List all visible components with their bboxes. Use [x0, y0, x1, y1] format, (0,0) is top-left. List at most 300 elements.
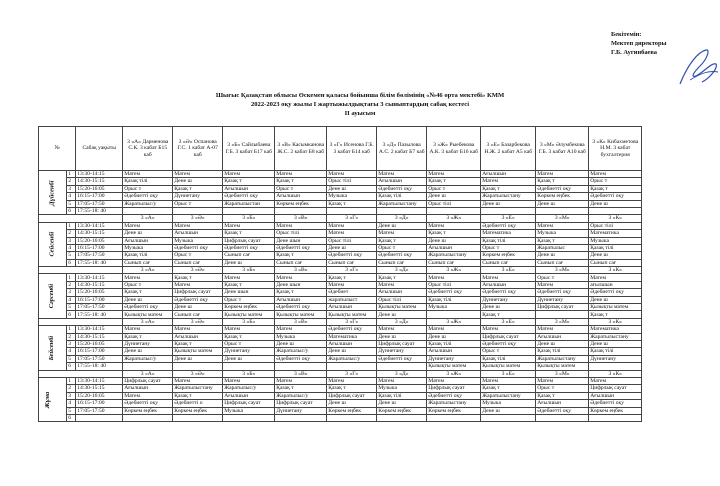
subject-cell: Әдебиетті оқу [481, 289, 536, 296]
class-label: 3 «Ә» [173, 318, 223, 325]
class-label: 3 «А» [123, 318, 173, 325]
subject-cell: Дене ш [327, 348, 377, 355]
subject-cell: Әдебиетті оқу [327, 326, 377, 333]
subject-cell: Сынып сағ [327, 259, 377, 266]
header-line-3: ІІ ауысым [344, 110, 376, 117]
subject-cell: Көркем еңбек [536, 193, 589, 200]
class-label: 3 «М» [536, 215, 589, 222]
lesson-number: 6 [67, 311, 76, 318]
table-row [39, 333, 642, 340]
lesson-number: 5 [67, 200, 76, 207]
subject-cell: Орыс тілі [589, 222, 642, 229]
subject-cell: Қазақ т [327, 385, 377, 392]
subject-cell: Әдебиетті оқу [377, 355, 427, 362]
subject-cell: Орыс тілі [327, 178, 377, 185]
subject-cell: Дене ш [589, 340, 642, 347]
subject-cell: Қазақ т [327, 274, 377, 281]
subject-cell: Дене ш [123, 348, 173, 355]
lesson-time: 13:30-14:15 [76, 326, 123, 333]
day-name: Бейсенбі [48, 335, 56, 361]
subject-cell: Қызықты матем [123, 311, 173, 318]
lesson-number: 4 [67, 400, 76, 407]
subject-cell [481, 207, 536, 214]
subject-cell: Дене ш [275, 340, 327, 347]
subject-cell: Орыс т [223, 296, 275, 303]
subject-cell: Қазақ т [536, 392, 589, 399]
lesson-number: 1 [67, 326, 76, 333]
subject-cell: Дүниетану [536, 296, 589, 303]
subject-cell: Әдебиетті оқу [427, 392, 481, 399]
class-label: 3 «Ж» [427, 370, 481, 377]
lesson-number: 1 [67, 274, 76, 281]
col-header-time: Сабақ уақыты [76, 127, 123, 171]
table-row [39, 259, 642, 266]
subject-cell: Ағылшын [123, 385, 173, 392]
subject-cell [173, 363, 223, 370]
subject-cell: Матем [223, 377, 275, 384]
subject-cell: Матем [589, 377, 642, 384]
subject-cell: Қызықты матем [589, 304, 642, 311]
subject-cell: Орыс т [123, 185, 173, 192]
subject-cell: Матем [275, 326, 327, 333]
subject-cell: Көркем еңбек [327, 407, 377, 414]
subject-cell: Цифрлық сауат [223, 237, 275, 244]
class-label: 3 «А» [123, 215, 173, 222]
class-label: 3 «А» [123, 267, 173, 274]
lesson-time: 17:05-17:50 [76, 200, 123, 207]
subject-cell: Сынып сағ [427, 259, 481, 266]
subject-cell: Дене ш [327, 400, 377, 407]
table-row [39, 304, 642, 311]
subject-cell: Қызықты матем [223, 311, 275, 318]
subject-cell: Дене ш [123, 296, 173, 303]
lesson-number: 2 [67, 281, 76, 288]
subject-cell: Қазақ тілі [589, 348, 642, 355]
table-row [39, 274, 642, 281]
day-name: Жұма [44, 391, 52, 408]
class-label: 3 «Г» [327, 215, 377, 222]
subject-cell: Қазақ т [275, 289, 327, 296]
table-row [39, 311, 642, 318]
subject-cell: Әдебиетті оқу [223, 244, 275, 251]
class-label: 3 «К» [589, 318, 642, 325]
subject-cell: Қазақ тілі [589, 244, 642, 251]
subject-cell: Матем [589, 274, 642, 281]
table-row [39, 340, 642, 347]
subject-cell [327, 207, 377, 214]
class-label: 3 «Ж» [427, 267, 481, 274]
class-label: 3 «Б» [223, 267, 275, 274]
lesson-time: 14:30-15:15 [76, 333, 123, 340]
lesson-time [76, 414, 123, 421]
subject-cell: Цифрлық сауат [377, 340, 427, 347]
subject-cell: Орыс тілі [377, 296, 427, 303]
subject-cell: Жаратылыс/у [123, 200, 173, 207]
table-row [39, 385, 642, 392]
subject-cell: Цифрлық сауат [123, 377, 173, 384]
subject-cell: Дүниетану [377, 348, 427, 355]
header-line-2: 2022-2023 оқу жылы І жартыжылдықтағы 3 сыныптардың сабақ кестесі [250, 101, 470, 108]
subject-cell: Дене шын [275, 281, 327, 288]
subject-cell: Матем [377, 171, 427, 178]
subject-cell: Дүниетану [173, 193, 223, 200]
day-name: Сәрсенбі [48, 283, 56, 309]
subject-cell: Ағылшын [481, 171, 536, 178]
subject-cell: жаратылыст [327, 296, 377, 303]
subject-cell: Әдебиетті о [173, 400, 223, 407]
table-header-row [39, 127, 642, 171]
class-label: 3 «Б» [223, 370, 275, 377]
subject-cell: Жаратылыстану [427, 400, 481, 407]
subject-cell: Әдебиетті оқу [123, 193, 173, 200]
col-header-number: № [39, 127, 76, 171]
subject-cell: Дене ш [377, 333, 427, 340]
lesson-number: 4 [67, 348, 76, 355]
subject-cell: Музыка [589, 237, 642, 244]
subject-cell: Әдебиетті оқу [536, 289, 589, 296]
table-row [39, 377, 642, 384]
class-label: 3 «Е» [481, 215, 536, 222]
subject-cell: Қазақ тілі [427, 296, 481, 303]
subject-cell: Сынып сағ [536, 259, 589, 266]
subject-cell: Ағылшын [275, 193, 327, 200]
subject-cell: Музыка [223, 407, 275, 414]
class-label-spacer [39, 267, 123, 274]
lesson-number: 4 [67, 296, 76, 303]
lesson-time: 17:05-17:50 [76, 252, 123, 259]
subject-cell: Матем [173, 326, 223, 333]
class-label: 3 «Ж» [427, 318, 481, 325]
subject-cell: Орыс т [536, 385, 589, 392]
subject-cell: Матем [123, 171, 173, 178]
table-row [39, 414, 642, 421]
subject-cell: Матем [377, 377, 427, 384]
subject-cell: Қазақ т [223, 333, 275, 340]
subject-cell [327, 414, 377, 421]
subject-cell: Ағылшын [173, 230, 223, 237]
subject-cell: Көркем еңбек [589, 407, 642, 414]
subject-cell: Қызықты матем [377, 304, 427, 311]
subject-cell: Қазақ т [173, 185, 223, 192]
subject-cell: Матем [427, 171, 481, 178]
subject-cell: Қызықты матем [481, 363, 536, 370]
class-label: 3 «Д» [377, 215, 427, 222]
subject-cell: Ағылшын [377, 178, 427, 185]
subject-cell: Матем [481, 274, 536, 281]
subject-cell: Сынып сағ [275, 259, 327, 266]
subject-cell: Ағылшын [427, 244, 481, 251]
subject-cell: Орыс т [481, 348, 536, 355]
subject-cell: Қызықты матем [275, 311, 327, 318]
subject-cell: Сынып сағ [173, 311, 223, 318]
lesson-number: 6 [67, 207, 76, 214]
subject-cell: Ағылшын [173, 333, 223, 340]
subject-cell: Қазақ т [223, 281, 275, 288]
subject-cell: Матем [275, 377, 327, 384]
subject-cell: Матем [223, 274, 275, 281]
subject-cell: Матем [427, 222, 481, 229]
subject-cell [173, 414, 223, 421]
subject-cell: Матем [123, 222, 173, 229]
subject-cell: Қазақ т [173, 274, 223, 281]
lesson-time: 13:30-14:15 [76, 377, 123, 384]
subject-cell: Дене ш [173, 355, 223, 362]
subject-cell: Әдебиетті оқу [536, 407, 589, 414]
lesson-number: 6 [67, 259, 76, 266]
subject-cell: Жаратылыстану [481, 392, 536, 399]
lesson-number: 2 [67, 333, 76, 340]
subject-cell: Матем [123, 326, 173, 333]
subject-cell: Матем [377, 230, 427, 237]
subject-cell: Матем [173, 222, 223, 229]
subject-cell [427, 311, 481, 318]
subject-cell: Математика [481, 230, 536, 237]
subject-cell: Орыс т [123, 281, 173, 288]
subject-cell: Қазақ тілі [427, 340, 481, 347]
subject-cell: Әдебиетті оқу [589, 193, 642, 200]
subject-cell: Ағылшын [327, 304, 377, 311]
subject-cell: ағылшын [589, 281, 642, 288]
table-row [39, 326, 642, 333]
subject-cell: Қазақ т [536, 237, 589, 244]
subject-cell: Дене шын [223, 289, 275, 296]
class-label-spacer [39, 370, 123, 377]
subject-cell: Орыс тілі [427, 281, 481, 288]
subject-cell [275, 207, 327, 214]
subject-cell: Матем [427, 377, 481, 384]
subject-cell: Көркем еңбек [173, 407, 223, 414]
subject-cell: Қызықты матем [327, 311, 377, 318]
subject-cell: Қызықты матем [173, 348, 223, 355]
subject-cell: Ағылшын [223, 392, 275, 399]
subject-cell: Математика [589, 326, 642, 333]
subject-cell [377, 414, 427, 421]
subject-cell [427, 207, 481, 214]
lesson-time: 17:55-18: 40 [76, 207, 123, 214]
lesson-number: 5 [67, 407, 76, 414]
subject-cell: Музыка [275, 333, 327, 340]
subject-cell: Матем [223, 222, 275, 229]
lesson-time: 15:20-16:05 [76, 289, 123, 296]
class-label: 3 «К» [589, 370, 642, 377]
day-label [39, 274, 67, 318]
lesson-time: 16:15-17:00 [76, 400, 123, 407]
class-label: 3 «Б» [223, 318, 275, 325]
lesson-time: 15:20-16:05 [76, 237, 123, 244]
subject-cell: Ағылшын [123, 237, 173, 244]
subject-cell: Жаратылыс/у [275, 392, 327, 399]
subject-cell: Музыка [481, 400, 536, 407]
table-row [39, 363, 642, 370]
col-header-class: 3 «Г» Исенова Г.Б. 3 кабат Б14 каб [327, 127, 377, 171]
subject-cell: Қазақ т [427, 230, 481, 237]
col-header-class: 3 «Ж» Рыебекова А.К. 3 кабат Б16 каб [427, 127, 481, 171]
subject-cell: Дене ш [481, 304, 536, 311]
subject-cell: Жаратылыстану [427, 252, 481, 259]
subject-cell: Матем [275, 171, 327, 178]
class-label-row [39, 318, 642, 325]
approval-line-3: Г.Б. Аугинбаева [611, 49, 657, 56]
class-label: 3 «Ж» [427, 215, 481, 222]
col-header-class: 3 «Е» Базарбекова Н.Ж. 2 кабат А5 каб [481, 127, 536, 171]
table-row [39, 244, 642, 251]
subject-cell [223, 414, 275, 421]
subject-cell: Дене ш [427, 237, 481, 244]
subject-cell: Ағылшын [377, 289, 427, 296]
subject-cell: Дене ш [589, 252, 642, 259]
class-label: 3 «М» [536, 267, 589, 274]
subject-cell: Матем [589, 171, 642, 178]
subject-cell: Матем [536, 377, 589, 384]
lesson-number: 1 [67, 377, 76, 384]
subject-cell: Матем [327, 281, 377, 288]
subject-cell: Орыс т [481, 244, 536, 251]
subject-cell: Әдебиетті оқу [481, 222, 536, 229]
table-row [39, 222, 642, 229]
class-label: 3 «В» [275, 267, 327, 274]
subject-cell: Әдебиет [327, 289, 377, 296]
subject-cell: Жаратылыс/у [327, 355, 377, 362]
subject-cell: Ағылшын [481, 281, 536, 288]
subject-cell: Цифрлық сауат [327, 392, 377, 399]
subject-cell: Матем [173, 377, 223, 384]
subject-cell: Дене ш [536, 340, 589, 347]
table-row [39, 289, 642, 296]
subject-cell: Матем [173, 281, 223, 288]
subject-cell: Матем [377, 281, 427, 288]
subject-cell [123, 363, 173, 370]
subject-cell: Жаратылыстану [377, 200, 427, 207]
col-header-class: 3 «К» Кибахметова Н.М. 3 кабат бухгалтерия [589, 127, 642, 171]
subject-cell: Цифрлық сауат [427, 385, 481, 392]
class-label-row [39, 370, 642, 377]
lesson-time: 15:20-16:05 [76, 340, 123, 347]
subject-cell: Сынып сағ [481, 259, 536, 266]
subject-cell: Дүниетану [589, 355, 642, 362]
subject-cell [481, 414, 536, 421]
table-row [39, 185, 642, 192]
subject-cell: Матем [427, 326, 481, 333]
lesson-number: 1 [67, 171, 76, 178]
subject-cell: Орыс т [223, 340, 275, 347]
subject-cell: Қазақ тілі [377, 392, 427, 399]
subject-cell [327, 363, 377, 370]
subject-cell: Ағылшын [536, 333, 589, 340]
subject-cell: Қазақ т [275, 385, 327, 392]
subject-cell: Әдебиетті оқу [275, 304, 327, 311]
subject-cell: Матем [223, 326, 275, 333]
subject-cell: Қазақ т [173, 392, 223, 399]
subject-cell [589, 207, 642, 214]
lesson-time: 14:30-15:15 [76, 385, 123, 392]
subject-cell: Дене ш [377, 311, 427, 318]
subject-cell: Дене ш [427, 333, 481, 340]
subject-cell: Әдебиетті оқу [589, 289, 642, 296]
subject-cell: Қазақ тілі [377, 193, 427, 200]
subject-cell: Қазақ т [377, 237, 427, 244]
table-row [39, 237, 642, 244]
subject-cell: Әдебиетті оқу [481, 340, 536, 347]
lesson-number: 2 [67, 230, 76, 237]
subject-cell: Дене ш [173, 178, 223, 185]
subject-cell: Сынып сағ [223, 252, 275, 259]
day-name: Дүйсенбі [48, 180, 56, 206]
subject-cell: Матем [223, 171, 275, 178]
subject-cell: Цифрлық сауат [173, 289, 223, 296]
lesson-number: 5 [67, 252, 76, 259]
subject-cell: Матем [327, 230, 377, 237]
subject-cell: Қазақ тілі [481, 237, 536, 244]
lesson-time: 15:20-16:05 [76, 185, 123, 192]
subject-cell: Қазақ т [223, 178, 275, 185]
subject-cell: Дене ш [327, 185, 377, 192]
subject-cell: Музыка [123, 244, 173, 251]
class-label: 3 «В» [275, 370, 327, 377]
subject-cell: Жаратылыс [536, 244, 589, 251]
class-label: 3 «В» [275, 318, 327, 325]
subject-cell: Қазақ т [327, 200, 377, 207]
subject-cell: Қызықты матем [536, 363, 589, 370]
subject-cell: Матем [173, 171, 223, 178]
lesson-number: 2 [67, 385, 76, 392]
subject-cell: Матем [123, 274, 173, 281]
class-label: 3 «Е» [481, 267, 536, 274]
subject-cell: Әдебиетті оқу [275, 244, 327, 251]
subject-cell: Цифрлық сауат [589, 385, 642, 392]
subject-cell: Көркем еңбек [123, 407, 173, 414]
subject-cell: Әдебиетті оқу [123, 304, 173, 311]
subject-cell: Ағылшын [223, 185, 275, 192]
day-label [39, 377, 67, 421]
subject-cell: Қазақ т [123, 289, 173, 296]
subject-cell: Орыс т [589, 178, 642, 185]
subject-cell: Сынып сағ [173, 259, 223, 266]
lesson-number: 3 [67, 185, 76, 192]
table-row [39, 296, 642, 303]
subject-cell: Қазақ т [427, 178, 481, 185]
subject-cell: Әдебиетті оқу [377, 252, 427, 259]
col-header-class: 3 «Б» Сайлыбаева Г.Б. 3 кабат Б17 каб [223, 127, 275, 171]
day-label [39, 326, 67, 370]
lesson-time: 14:30-15:15 [76, 178, 123, 185]
lesson-time: 17:05-17:50 [76, 407, 123, 414]
subject-cell: Дене ш [123, 230, 173, 237]
col-header-class: 3 «А» Дарменова С.К. 3 кабат Б15 каб [123, 127, 173, 171]
subject-cell: Дүниетану [223, 348, 275, 355]
subject-cell: Қазақ тілі [123, 178, 173, 185]
subject-cell: Қазақ т [275, 252, 327, 259]
table-row [39, 230, 642, 237]
lesson-number: 3 [67, 392, 76, 399]
subject-cell: Әдебиетті оқу [589, 400, 642, 407]
subject-cell [536, 311, 589, 318]
subject-cell: Қызықты матем [427, 363, 481, 370]
subject-cell: Жаратылыстан [223, 200, 275, 207]
subject-cell: Орыс т [536, 274, 589, 281]
lesson-time: 13:30-14:15 [76, 171, 123, 178]
subject-cell: Дене ш [536, 200, 589, 207]
subject-cell: Әдебиетті оқу [173, 296, 223, 303]
lesson-time: 13:30-14:15 [76, 222, 123, 229]
subject-cell [123, 414, 173, 421]
class-label: 3 «В» [275, 215, 327, 222]
subject-cell: Цифрлық сауат [481, 333, 536, 340]
subject-cell: Дүниетану [123, 340, 173, 347]
lesson-time: 16:15-17:00 [76, 244, 123, 251]
subject-cell: Матем [327, 377, 377, 384]
lesson-number: 4 [67, 193, 76, 200]
subject-cell: Матем [275, 222, 327, 229]
